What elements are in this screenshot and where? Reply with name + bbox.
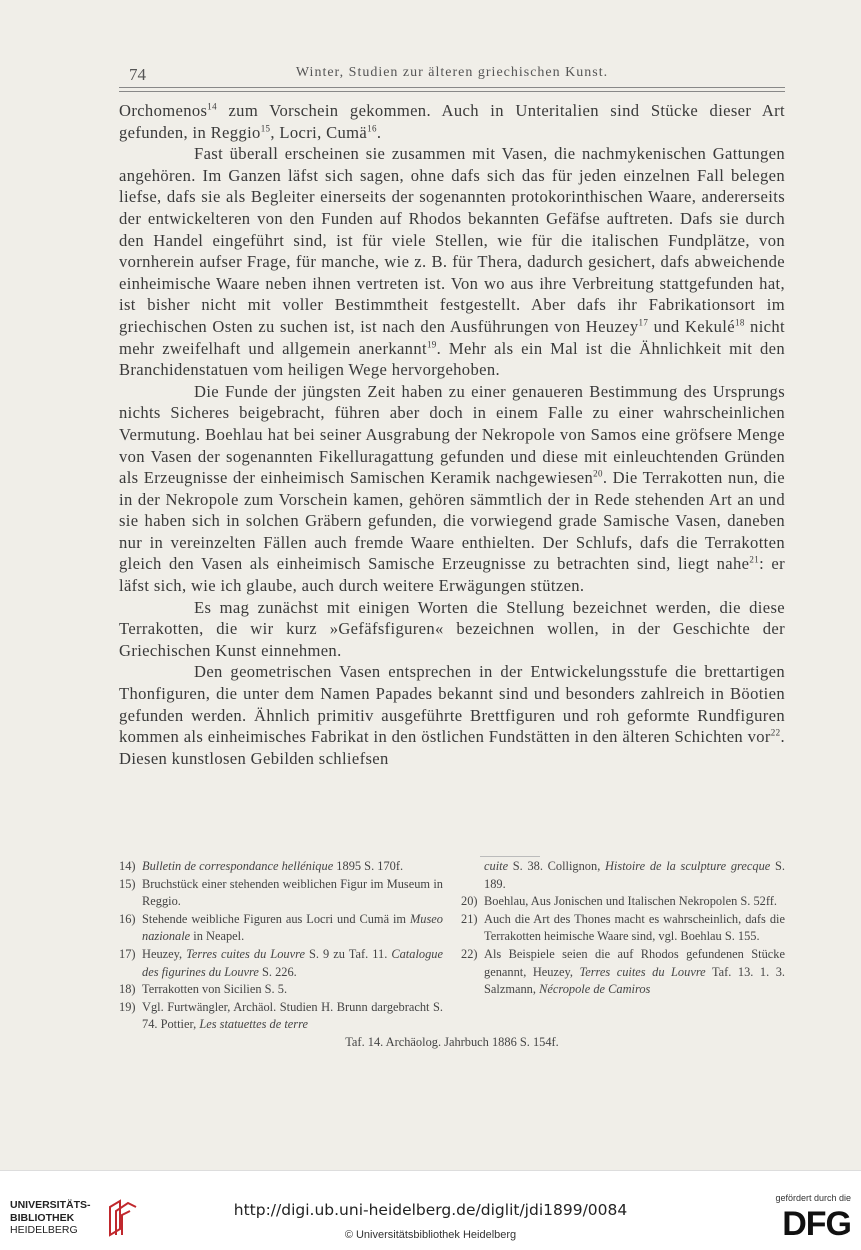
italic-title: cuite	[484, 859, 509, 873]
dfg-logo-mark: DFG	[782, 1205, 851, 1243]
footnote	[119, 911, 443, 946]
italic-title: Les statuettes de terre	[199, 1017, 308, 1032]
footnotes	[119, 858, 785, 1052]
footnote-number: 18)	[119, 982, 136, 997]
footnote	[461, 946, 785, 999]
footnote-separator	[480, 856, 540, 857]
text-run: Taf. 13. 1. 3. Salzmann,	[484, 964, 785, 997]
text-run: S. 189.	[484, 859, 785, 891]
text-run: S. 226.	[258, 964, 297, 979]
footnote	[119, 946, 443, 981]
running-head: Winter, Studien zur älteren griechischen Kunst.	[295, 65, 609, 80]
footnote-number: 22)	[461, 946, 478, 961]
paragraph	[119, 143, 785, 381]
text-run: Den geometrischen Vasen entsprechen in der Entwickelungsstufe die brettartigen Thonfiguren, die unter dem Namen Papades bekannt sind und besonders zahlreich in Böotien gefunden werden. Ähnlich primitiv ausgeführte Brettfiguren und roh geformte Rundfiguren kommen als einheimisches Fabrikat in den östlichen Fundstätten in den älteren Schichten vor	[119, 662, 785, 747]
text-run: nicht mehr zweifelhaft und allgemein anerkannt	[119, 316, 785, 358]
text-run: Vgl. Furtwängler, Archäol. Studien H. Brunn dargebracht S. 74. Pottier,	[142, 999, 443, 1032]
permalink-url[interactable]: http://digi.ub.uni-heidelberg.de/diglit/jdi1899/0084	[233, 1201, 628, 1219]
text-run: Terrakotten von Sicilien S. 5.	[142, 982, 288, 997]
footnote	[461, 858, 785, 893]
italic-title: Bulletin de correspondance hellénique	[142, 859, 334, 873]
italic-title: Histoire de la sculpture grecque	[604, 859, 771, 873]
text-run: Bruchstück einer stehenden weiblichen Figur im Museum in Reggio.	[142, 876, 443, 909]
footnote-number: 20)	[461, 894, 478, 909]
text-run: Heuzey,	[142, 946, 187, 961]
paragraph	[119, 100, 785, 143]
header-rule-top	[119, 87, 785, 88]
viewer-footer	[0, 1170, 861, 1250]
text-run: : er läfst sich, wie ich glaube, auch durch weitere Erwägungen stützen.	[119, 554, 785, 596]
text-run: , Locri, Cumä	[270, 122, 368, 142]
footnote	[119, 858, 443, 876]
italic-title: Catalogue des figurines du Louvre	[142, 946, 443, 979]
footnote-reference: 15	[260, 123, 271, 134]
footnote-continuation: Taf. 14. Archäolog. Jahrbuch 1886 S. 154f.	[345, 1034, 559, 1049]
text-run: Boehlau, Aus Jonischen und Italischen Nekropolen S. 52ff.	[484, 894, 777, 909]
text-run: . Diesen kunstlosen Gebilden schliefsen	[119, 727, 785, 768]
footnote-number: 14)	[119, 859, 136, 873]
text-run: 1895 S. 170f.	[333, 859, 404, 873]
text-run: Es mag zunächst mit einigen Worten die Stellung bezeichnet werden, die diese Terrakotten, die wir kurz »Gefäfsfiguren« bezeichnen wollen, in der Geschichte der Griechischen Kunst einnehmen.	[119, 597, 785, 660]
paragraph	[119, 661, 785, 769]
body-text	[119, 100, 785, 769]
footnote-reference: 19	[426, 339, 437, 349]
footnote	[461, 911, 785, 946]
copyright-notice: © Universitätsbibliothek Heidelberg	[344, 1229, 517, 1241]
text-run: zum Vorschein gekommen. Auch in Unteritalien sind Stücke dieser Art gefunden, in Reggio	[119, 101, 785, 142]
footnote-reference: 16	[367, 123, 377, 134]
text-run: Als Beispiele seien die auf Rhodos gefundenen Stücke genannt, Heuzey,	[484, 946, 785, 979]
text-run: und Kekulé	[648, 316, 735, 336]
text-run: Orchomenos	[119, 101, 208, 120]
footnote	[461, 893, 785, 911]
footnote-reference: 21	[749, 554, 760, 565]
text-run: Fast überall erscheinen sie zusammen mit Vasen, die nachmykenischen Gattungen angehören. Im Ganzen läfst sich sagen, ohne dafs sich das für jeden einzelnen Fall belegen liefse, dafs sie als Begleiter einerseits der sogenannten protokorinthischen Waare, andererseits der entwickelteren von den Funden auf Rhodos bekannten Gefäfse auftreten. Dafs sie durch den Handel eingeführt sind, ist für viele Stellen, wie für die italischen Fundplätze, von vornherein aufser Frage, für manche, wie z. B. für Thera, dadurch gesichert, dafs abweichende einheimische Waare neben ihnen vertreten ist. Von wo aus ihre Verbreitung stattgefunden hat, ist bisher nicht mit voller Bestimmtheit festgestellt. Aber dafs ihr Fabrikationsort im griechischen Osten zu suchen ist, ist nach den Ausführungen von Heuzey	[119, 144, 785, 336]
footnote-number: 17)	[119, 946, 136, 961]
footnote-reference: 20	[593, 468, 603, 479]
footnote	[119, 876, 443, 911]
footnote-number: 19)	[119, 999, 136, 1014]
paragraph	[119, 381, 785, 597]
text-run: in Neapel.	[190, 929, 245, 944]
footnote	[119, 981, 443, 999]
footnote-reference: 22	[770, 727, 781, 738]
footnote-reference: 18	[734, 317, 745, 328]
footnote-number: 21)	[461, 911, 478, 926]
footnote-number: 16)	[119, 911, 136, 926]
italic-title: Museo nazionale	[142, 911, 443, 944]
text-run: .	[376, 122, 382, 142]
footnote-reference: 14	[207, 101, 217, 112]
text-run: Auch die Art des Thones macht es wahrscheinlich, dafs die Terrakotten heimische Waare sind, vgl. Boehlau S. 155.	[484, 911, 785, 944]
italic-title: Terres cuites du Louvre	[186, 946, 305, 961]
library-name: UNIVERSITÄTS- BIBLIOTHEK HEIDELBERG	[10, 1199, 91, 1236]
page-number: 74	[129, 65, 146, 84]
paragraph	[119, 597, 785, 662]
text-run: S. 9 zu Taf. 11.	[304, 946, 392, 961]
text-run: . Mehr als ein Mal ist die Ähnlichkeit mit den Branchidenstatuen vom heiligen Wege hervorgehoben.	[119, 338, 785, 380]
footnote-reference: 17	[638, 317, 649, 328]
footnote-number: 15)	[119, 876, 136, 891]
header-rule-bottom	[119, 91, 785, 92]
page-header	[119, 62, 785, 84]
text-run: Stehende weibliche Figuren aus Locri und Cumä im	[142, 911, 410, 926]
funding-label: gefördert durch die	[775, 1193, 851, 1203]
footnotes-left-column	[119, 858, 443, 1034]
italic-title: Nécropole de Camiros	[539, 982, 651, 997]
dfg-funding-logo[interactable]	[761, 1193, 851, 1243]
italic-title: Terres cuites du Louvre	[579, 964, 706, 979]
text-run: Die Funde der jüngsten Zeit haben zu einer genaueren Bestimmung des Ursprungs nichts Sicheres beigebracht, führen aber doch in einem Falle zu einer wahrscheinlichen Vermutung. Boehlau hat bei seiner Ausgrabung der Nekropole von Samos eine gröfsere Menge von Vasen der sogenannten Fikelluragattung gefunden und diese mit einleuchtenden Gründen als Erzeugnisse der einheimisch Samischen Keramik nachgewiesen	[119, 381, 785, 488]
text-run: S. 38. Collignon,	[508, 859, 605, 873]
text-run: . Die Terrakotten nun, die in der Nekropole zum Vorschein kamen, gehören sämmtlich der in Rede stehenden Art an und sie haben sich in solchen Gräbern gefunden, die vorwiegend grade Samische Vasen, daneben nur in vereinzelten Fällen auch fremde Waare enthielten. Der Schlufs, dafs die Terrakotten gleich den Vasen als einheimisch Samische Erzeugnisse zu betrachten sind, liegt nahe	[119, 468, 785, 574]
footnote	[119, 999, 443, 1034]
footnotes-right-column	[461, 858, 785, 1034]
